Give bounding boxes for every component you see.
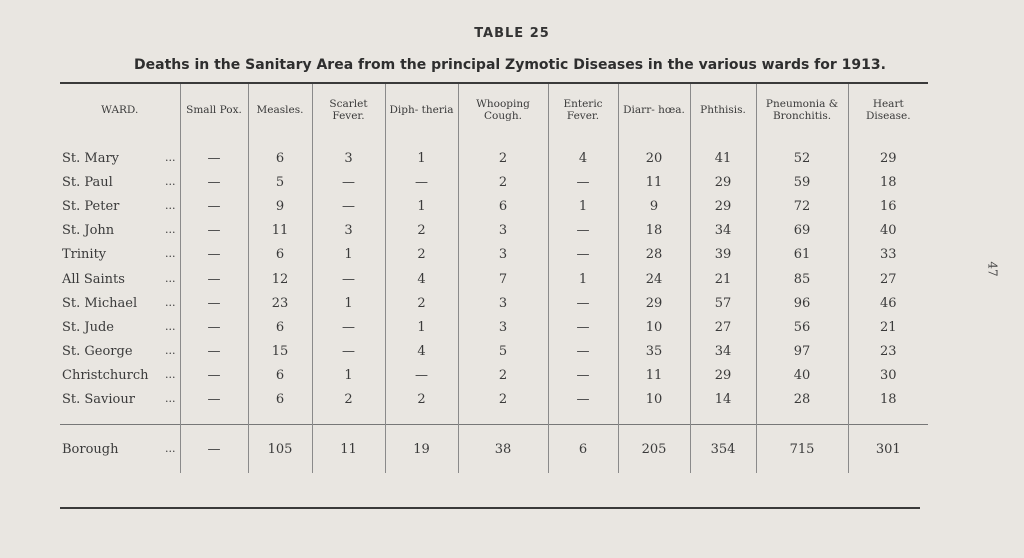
ward-cell — [60, 425, 180, 474]
value-cell: 29 — [618, 291, 690, 315]
col-header-diarrhoea: Diarr- hœa. — [618, 84, 690, 136]
ward-cell — [60, 243, 180, 267]
value-cell: — — [180, 243, 248, 267]
spacer-cell — [548, 412, 618, 425]
value-cell: 2 — [458, 170, 548, 194]
value-cell: — — [180, 219, 248, 243]
value-cell: — — [548, 243, 618, 267]
value-cell: 11 — [312, 425, 385, 474]
value-cell: 18 — [848, 170, 928, 194]
value-cell: — — [180, 267, 248, 291]
col-header-diphtheria: Diph- theria — [385, 84, 458, 136]
value-cell: — — [385, 170, 458, 194]
value-cell: 3 — [458, 219, 548, 243]
value-cell: 14 — [690, 388, 756, 412]
value-cell: — — [180, 388, 248, 412]
ward-name: St. Michael — [62, 295, 138, 311]
ward-cell — [60, 388, 180, 412]
value-cell: 1 — [385, 194, 458, 218]
value-cell: 23 — [248, 291, 312, 315]
table-row — [60, 219, 928, 243]
value-cell: 1 — [312, 364, 385, 388]
value-cell: 19 — [385, 425, 458, 474]
value-cell: 11 — [618, 170, 690, 194]
leader-dots: ... — [165, 198, 176, 212]
value-cell: 9 — [248, 194, 312, 218]
value-cell: 4 — [548, 136, 618, 170]
value-cell: 69 — [756, 219, 848, 243]
spacer-cell — [385, 412, 458, 425]
value-cell: 11 — [248, 219, 312, 243]
value-cell: — — [548, 388, 618, 412]
value-cell: 46 — [848, 291, 928, 315]
value-cell: 21 — [848, 315, 928, 339]
bottom-rule — [60, 507, 920, 509]
table-row — [60, 243, 928, 267]
value-cell: — — [548, 315, 618, 339]
table-row — [60, 194, 928, 218]
spacer-cell — [60, 412, 180, 425]
value-cell: — — [180, 170, 248, 194]
spacer-cell — [458, 412, 548, 425]
spacer-cell — [618, 412, 690, 425]
leader-dots: ... — [165, 150, 176, 164]
ward-cell — [60, 170, 180, 194]
value-cell: 6 — [248, 243, 312, 267]
value-cell: 29 — [690, 364, 756, 388]
value-cell: 105 — [248, 425, 312, 474]
value-cell: 21 — [690, 267, 756, 291]
value-cell: 6 — [248, 136, 312, 170]
value-cell: 85 — [756, 267, 848, 291]
value-cell: 2 — [385, 243, 458, 267]
leader-dots: ... — [165, 319, 176, 333]
value-cell: 59 — [756, 170, 848, 194]
value-cell: 10 — [618, 388, 690, 412]
table-row — [60, 170, 928, 194]
value-cell: 41 — [690, 136, 756, 170]
value-cell: 12 — [248, 267, 312, 291]
table-row — [60, 291, 928, 315]
value-cell: — — [548, 219, 618, 243]
table-row — [60, 425, 928, 474]
value-cell: 11 — [618, 364, 690, 388]
value-cell: 3 — [458, 243, 548, 267]
value-cell: 35 — [618, 340, 690, 364]
col-header-scarlet-fever: Scarlet Fever. — [312, 84, 385, 136]
value-cell: 7 — [458, 267, 548, 291]
table-row — [60, 340, 928, 364]
value-cell: 2 — [385, 291, 458, 315]
value-cell: 4 — [385, 267, 458, 291]
ward-cell — [60, 291, 180, 315]
value-cell: 3 — [458, 291, 548, 315]
ward-name: Borough — [62, 441, 119, 457]
value-cell: 2 — [312, 388, 385, 412]
value-cell: — — [312, 267, 385, 291]
spacer-cell — [848, 412, 928, 425]
value-cell: 30 — [848, 364, 928, 388]
spacer-cell — [180, 412, 248, 425]
deaths-table — [60, 84, 928, 473]
page-number: 47 — [985, 261, 1000, 277]
value-cell: 34 — [690, 340, 756, 364]
ward-name: All Saints — [62, 271, 125, 287]
value-cell: — — [180, 340, 248, 364]
col-header-enteric-fever: Enteric Fever. — [548, 84, 618, 136]
col-header-ward: WARD. — [101, 104, 139, 116]
leader-dots: ... — [165, 247, 176, 261]
leader-dots: ... — [165, 392, 176, 406]
value-cell: 6 — [248, 364, 312, 388]
value-cell: 2 — [385, 219, 458, 243]
table-title: TABLE 25 — [474, 26, 550, 41]
value-cell: 33 — [848, 243, 928, 267]
col-header-small-pox: Small Pox. — [180, 84, 248, 136]
spacer-cell — [756, 412, 848, 425]
value-cell: 2 — [385, 388, 458, 412]
ward-name: St. George — [62, 344, 133, 360]
ward-cell — [60, 340, 180, 364]
ward-cell — [60, 267, 180, 291]
value-cell: 97 — [756, 340, 848, 364]
value-cell: 29 — [690, 170, 756, 194]
ward-name: St. Peter — [62, 198, 120, 214]
value-cell: — — [180, 136, 248, 170]
value-cell: 10 — [618, 315, 690, 339]
value-cell: 205 — [618, 425, 690, 474]
ward-cell — [60, 194, 180, 218]
table-subtitle: Deaths in the Sanitary Area from the principal Zymotic Diseases in the various wards for 1913. — [134, 57, 886, 73]
ward-name: St. Saviour — [62, 392, 135, 408]
col-header-heart-disease: Heart Disease. — [848, 84, 928, 136]
value-cell: 2 — [458, 388, 548, 412]
value-cell: 6 — [248, 388, 312, 412]
value-cell: 28 — [756, 388, 848, 412]
value-cell: 57 — [690, 291, 756, 315]
value-cell: — — [548, 364, 618, 388]
value-cell: 61 — [756, 243, 848, 267]
value-cell: 20 — [618, 136, 690, 170]
leader-dots: ... — [165, 271, 176, 285]
value-cell: 301 — [848, 425, 928, 474]
ward-name: Trinity — [62, 247, 107, 263]
value-cell: 38 — [458, 425, 548, 474]
header-row — [60, 84, 928, 136]
value-cell: 5 — [248, 170, 312, 194]
value-cell: 5 — [458, 340, 548, 364]
ward-cell — [60, 364, 180, 388]
value-cell: 40 — [848, 219, 928, 243]
leader-dots: ... — [165, 368, 176, 382]
value-cell: — — [180, 364, 248, 388]
value-cell: 3 — [312, 219, 385, 243]
value-cell: 18 — [848, 388, 928, 412]
value-cell: 715 — [756, 425, 848, 474]
value-cell: 29 — [690, 194, 756, 218]
value-cell: 1 — [548, 267, 618, 291]
value-cell: 2 — [458, 136, 548, 170]
value-cell: 6 — [548, 425, 618, 474]
value-cell: 40 — [756, 364, 848, 388]
value-cell: — — [180, 425, 248, 474]
value-cell: 34 — [690, 219, 756, 243]
leader-dots: ... — [165, 441, 176, 455]
value-cell: — — [180, 194, 248, 218]
leader-dots: ... — [165, 223, 176, 237]
value-cell: 23 — [848, 340, 928, 364]
ward-cell — [60, 219, 180, 243]
value-cell: 1 — [385, 136, 458, 170]
ward-cell — [60, 315, 180, 339]
spacer-row — [60, 412, 928, 425]
table-row — [60, 136, 928, 170]
value-cell: 3 — [458, 315, 548, 339]
value-cell: 4 — [385, 340, 458, 364]
value-cell: 3 — [312, 136, 385, 170]
ward-cell — [60, 136, 180, 170]
leader-dots: ... — [165, 295, 176, 309]
ward-name: St. Jude — [62, 319, 114, 335]
value-cell: 6 — [458, 194, 548, 218]
value-cell: 18 — [618, 219, 690, 243]
value-cell: 56 — [756, 315, 848, 339]
value-cell: 15 — [248, 340, 312, 364]
value-cell: — — [312, 194, 385, 218]
value-cell: 28 — [618, 243, 690, 267]
ward-name: St. Mary — [62, 150, 120, 166]
value-cell: — — [548, 170, 618, 194]
spacer-cell — [248, 412, 312, 425]
value-cell: 96 — [756, 291, 848, 315]
value-cell: 29 — [848, 136, 928, 170]
ward-name: St. Paul — [62, 174, 113, 190]
col-header-pneumonia-bronchitis: Pneumonia & Bronchitis. — [756, 84, 848, 136]
value-cell: — — [548, 340, 618, 364]
value-cell: 6 — [248, 315, 312, 339]
value-cell: 24 — [618, 267, 690, 291]
value-cell: 72 — [756, 194, 848, 218]
value-cell: — — [548, 291, 618, 315]
value-cell: 1 — [385, 315, 458, 339]
spacer-cell — [312, 412, 385, 425]
value-cell: 354 — [690, 425, 756, 474]
value-cell: 1 — [312, 243, 385, 267]
value-cell: — — [180, 315, 248, 339]
value-cell: 39 — [690, 243, 756, 267]
value-cell: 27 — [690, 315, 756, 339]
value-cell: 27 — [848, 267, 928, 291]
value-cell: 52 — [756, 136, 848, 170]
value-cell: 1 — [548, 194, 618, 218]
col-header-whooping-cough: Whooping Cough. — [458, 84, 548, 136]
ward-name: St. John — [62, 223, 115, 239]
table-row — [60, 315, 928, 339]
table-row — [60, 267, 928, 291]
leader-dots: ... — [165, 344, 176, 358]
table-row — [60, 364, 928, 388]
value-cell: 9 — [618, 194, 690, 218]
col-header-measles: Measles. — [248, 84, 312, 136]
table-row — [60, 388, 928, 412]
value-cell: 2 — [458, 364, 548, 388]
ward-name: Christchurch — [62, 368, 149, 384]
value-cell: — — [385, 364, 458, 388]
leader-dots: ... — [165, 174, 176, 188]
value-cell: — — [180, 291, 248, 315]
spacer-cell — [690, 412, 756, 425]
value-cell: — — [312, 315, 385, 339]
value-cell: — — [312, 170, 385, 194]
value-cell: 1 — [312, 291, 385, 315]
value-cell: 16 — [848, 194, 928, 218]
value-cell: — — [312, 340, 385, 364]
col-header-phthisis: Phthisis. — [690, 84, 756, 136]
